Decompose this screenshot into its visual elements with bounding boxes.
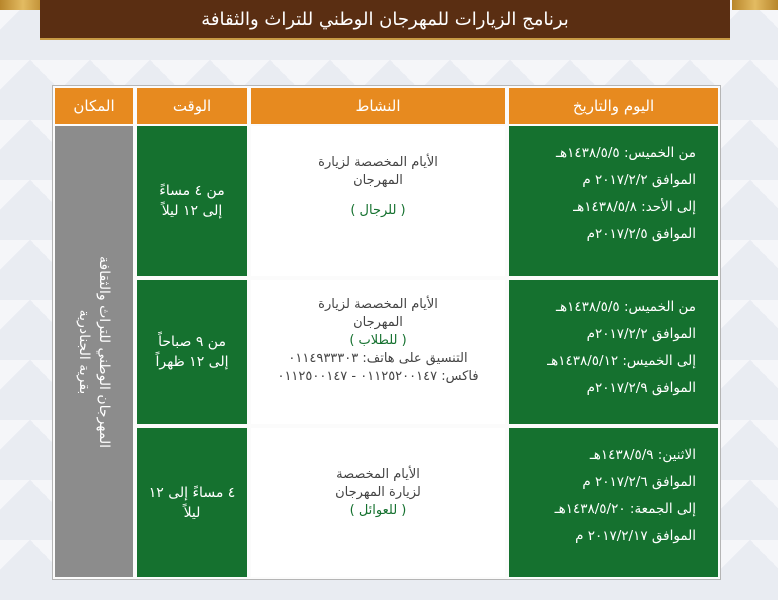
time-line: من ٤ مساءً [159,183,225,199]
time-line: إلى ١٢ ظهراً [155,354,229,370]
activity-line: المهرجان [353,315,403,330]
page-title: برنامج الزيارات للمهرجان الوطني للتراث والثقافة [40,0,730,40]
gold-accent-right [732,0,778,10]
date-line: الموافق ٢٠١٧/٢/٢ م [582,172,696,188]
activity-line: لزيارة المهرجان [335,485,421,500]
time-cell-families [137,428,247,577]
time-line: من ٩ صباحاً [158,334,226,350]
date-line: الموافق ٢٠١٧/٢/٩م [586,380,696,396]
activity-cell-men [251,126,505,276]
schedule-table [52,85,721,580]
date-line: من الخميس: ١٤٣٨/٥/٥هـ [556,145,696,161]
date-line: إلى الجمعة: ١٤٣٨/٥/٢٠هـ [554,501,696,517]
date-line: الموافق ٢٠١٧/٢/٦ م [582,474,696,490]
activity-cell-students [251,280,505,424]
activity-line: المهرجان [353,173,403,188]
date-line: من الخميس: ١٤٣٨/٥/٥هـ [556,299,696,315]
header-date: اليوم والتاريخ [509,88,718,124]
date-cell-families [509,428,718,577]
time-line: ٤ مساءً إلى ١٢ [148,484,236,501]
time-cell-men [137,126,247,276]
activity-line: الأيام المخصصة [336,467,420,482]
place-line-2: بقرية الجنادرية [76,309,92,394]
place-text [74,142,114,562]
contact-fax: فاكس: ٠١١٢٥٢٠٠١٤٧ - ٠١١٢٥٠٠١٤٧ [277,369,479,384]
contact-phone: التنسيق على هاتف: ٠١١٤٩٣٣٣٠٣ [288,351,468,366]
header-place: المكان [55,88,133,124]
header-time: الوقت [137,88,247,124]
activity-line: الأيام المخصصة لزيارة [318,155,438,170]
header-activity: النشاط [251,88,505,124]
activity-cell-families [251,428,505,577]
place-line-1: المهرجان الوطني للتراث والثقافة [96,255,112,448]
date-line: الموافق ٢٠١٧/٢/٥م [586,226,696,242]
date-line: إلى الأحد: ١٤٣٨/٥/٨هـ [573,199,696,215]
time-line: ليلاً [183,504,201,521]
date-cell-men [509,126,718,276]
place-cell [55,126,133,577]
activity-tag-families: ( للعوائل ) [349,503,407,518]
time-line: إلى ١٢ ليلاً [161,203,223,219]
date-line: الموافق ٢٠١٧/٢/١٧ م [575,528,696,544]
activity-tag-students: ( للطلاب ) [349,333,407,348]
date-line: الموافق ٢٠١٧/٢/٢م [586,326,696,342]
time-cell-students [137,280,247,424]
date-line: إلى الخميس: ١٤٣٨/٥/١٢هـ [547,353,696,369]
date-line: الاثنين: ١٤٣٨/٥/٩هـ [589,447,696,463]
activity-tag-men: ( للرجال ) [350,203,406,218]
date-cell-students [509,280,718,424]
activity-line: الأيام المخصصة لزيارة [318,297,438,312]
